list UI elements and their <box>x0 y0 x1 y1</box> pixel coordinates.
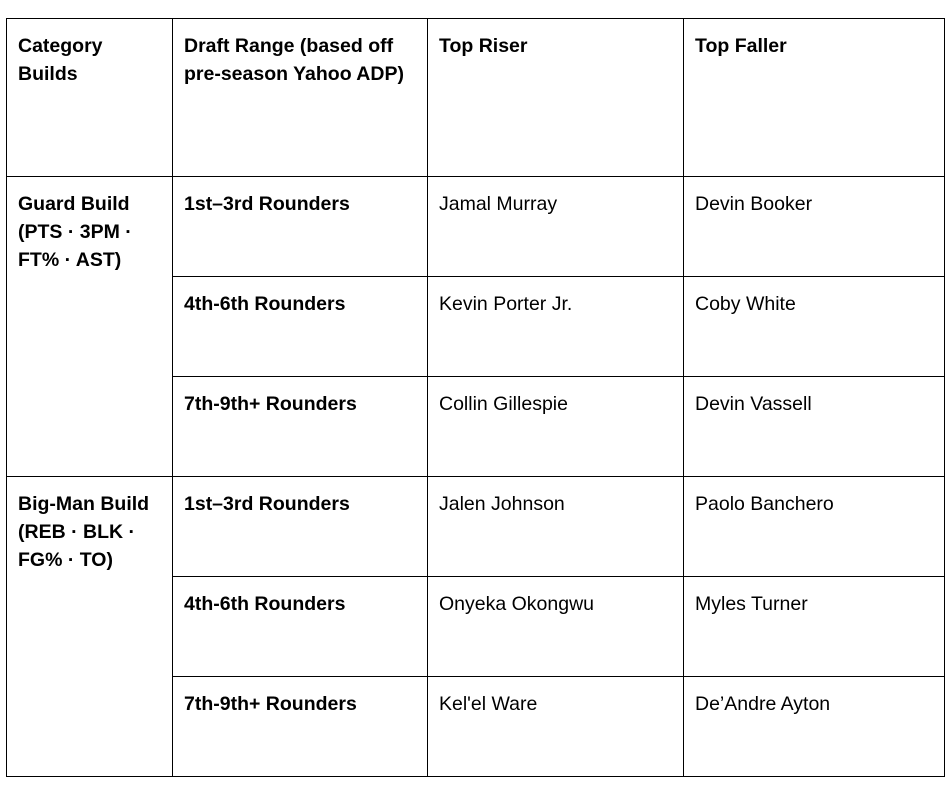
top-faller-cell: Myles Turner <box>684 577 945 677</box>
draft-range-cell: 1st–3rd Rounders <box>173 477 428 577</box>
top-riser-cell: Jalen Johnson <box>428 477 684 577</box>
top-riser-cell: Kel'el Ware <box>428 677 684 777</box>
top-riser-cell: Kevin Porter Jr. <box>428 277 684 377</box>
top-faller-cell: De’Andre Ayton <box>684 677 945 777</box>
top-riser-cell: Collin Gillespie <box>428 377 684 477</box>
build-cell-big-man: Big-Man Build (REB · BLK · FG% · TO) <box>7 477 173 777</box>
header-draft-range: Draft Range (based off pre-season Yahoo ADP) <box>173 19 428 177</box>
draft-range-cell: 1st–3rd Rounders <box>173 177 428 277</box>
top-faller-cell: Coby White <box>684 277 945 377</box>
header-top-faller: Top Faller <box>684 19 945 177</box>
draft-range-cell: 7th-9th+ Rounders <box>173 377 428 477</box>
draft-range-cell: 4th-6th Rounders <box>173 277 428 377</box>
top-riser-cell: Jamal Murray <box>428 177 684 277</box>
header-top-riser: Top Riser <box>428 19 684 177</box>
header-category-builds: Category Builds <box>7 19 173 177</box>
draft-table <box>6 18 945 777</box>
header-row <box>7 19 945 177</box>
build-cell-guard: Guard Build (PTS · 3PM · FT% · AST) <box>7 177 173 477</box>
draft-range-cell: 4th-6th Rounders <box>173 577 428 677</box>
top-riser-cell: Onyeka Okongwu <box>428 577 684 677</box>
top-faller-cell: Devin Booker <box>684 177 945 277</box>
table-row <box>7 477 945 577</box>
top-faller-cell: Devin Vassell <box>684 377 945 477</box>
table-row <box>7 177 945 277</box>
top-faller-cell: Paolo Banchero <box>684 477 945 577</box>
draft-range-cell: 7th-9th+ Rounders <box>173 677 428 777</box>
